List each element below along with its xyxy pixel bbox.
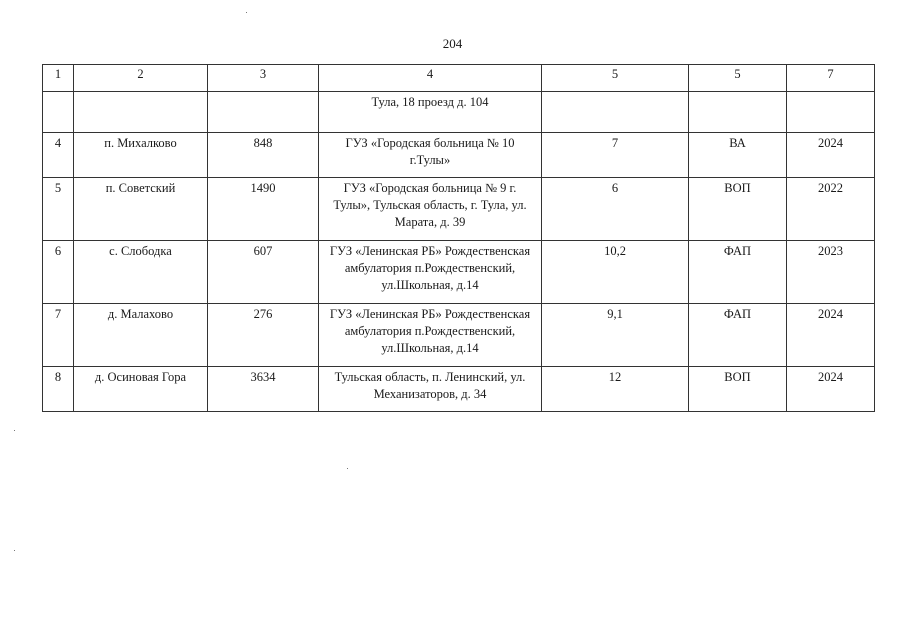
scan-speck <box>347 468 348 469</box>
table-cell: Тульская область, п. Ленинский, ул. Механизаторов, д. 34 <box>319 367 542 412</box>
table-cell: ВА <box>689 133 787 178</box>
table-cell: 276 <box>208 304 319 367</box>
table-cell <box>787 92 875 133</box>
table-cell: ГУЗ «Городская больница № 9 г. Тулы», Тульская область, г. Тула, ул. Марата, д. 39 <box>319 178 542 241</box>
table-cell: 5 <box>43 178 74 241</box>
table-cell: 6 <box>43 241 74 304</box>
table-cell: 6 <box>542 178 689 241</box>
table-cell: п. Советский <box>74 178 208 241</box>
table-cell <box>208 92 319 133</box>
table-cell <box>689 92 787 133</box>
table-cell: ФАП <box>689 241 787 304</box>
table-cell: с. Слободка <box>74 241 208 304</box>
table-cell: д. Малахово <box>74 304 208 367</box>
page-number: 204 <box>442 36 463 51</box>
table-cell: 7 <box>43 304 74 367</box>
header-cell: 1 <box>43 65 74 92</box>
table-cell: п. Михалково <box>74 133 208 178</box>
table-cell: ГУЗ «Ленинская РБ» Рождественская амбулатория п.Рождественский, ул.Школьная, д.14 <box>319 304 542 367</box>
table-cell: 848 <box>208 133 319 178</box>
table-cell: Тула, 18 проезд д. 104 <box>319 92 542 133</box>
table-cell: 8 <box>43 367 74 412</box>
table-cell: 9,1 <box>542 304 689 367</box>
header-cell: 4 <box>319 65 542 92</box>
table-cell: 12 <box>542 367 689 412</box>
table-cell: ВОП <box>689 178 787 241</box>
table-cell: 1490 <box>208 178 319 241</box>
table-cell: д. Осиновая Гора <box>74 367 208 412</box>
header-cell: 7 <box>787 65 875 92</box>
table-cell: ГУЗ «Городская больница № 10 г.Тулы» <box>319 133 542 178</box>
table-cell: 10,2 <box>542 241 689 304</box>
table-row <box>43 241 875 304</box>
scan-speck <box>14 550 15 551</box>
table-cell: 607 <box>208 241 319 304</box>
table-cell: 3634 <box>208 367 319 412</box>
table-cell: 7 <box>542 133 689 178</box>
table-cell: ВОП <box>689 367 787 412</box>
table-row <box>43 133 875 178</box>
table-row <box>43 304 875 367</box>
data-table <box>42 64 875 412</box>
table-cell <box>43 92 74 133</box>
header-cell: 3 <box>208 65 319 92</box>
table-cell: 2022 <box>787 178 875 241</box>
header-cell: 5 <box>689 65 787 92</box>
table-row <box>43 178 875 241</box>
scan-speck <box>246 12 247 13</box>
table-cell <box>74 92 208 133</box>
table-cell: ГУЗ «Ленинская РБ» Рождественская амбулатория п.Рождественский, ул.Школьная, д.14 <box>319 241 542 304</box>
table-cell: 2023 <box>787 241 875 304</box>
table-cell: 2024 <box>787 133 875 178</box>
header-cell: 5 <box>542 65 689 92</box>
table-cell: ФАП <box>689 304 787 367</box>
table-header-row <box>43 65 875 92</box>
table-cell <box>542 92 689 133</box>
header-cell: 2 <box>74 65 208 92</box>
scan-speck <box>14 430 15 431</box>
table-cell: 2024 <box>787 367 875 412</box>
table-row-continuation <box>43 92 875 133</box>
table-row <box>43 367 875 412</box>
table-cell: 4 <box>43 133 74 178</box>
table-cell: 2024 <box>787 304 875 367</box>
